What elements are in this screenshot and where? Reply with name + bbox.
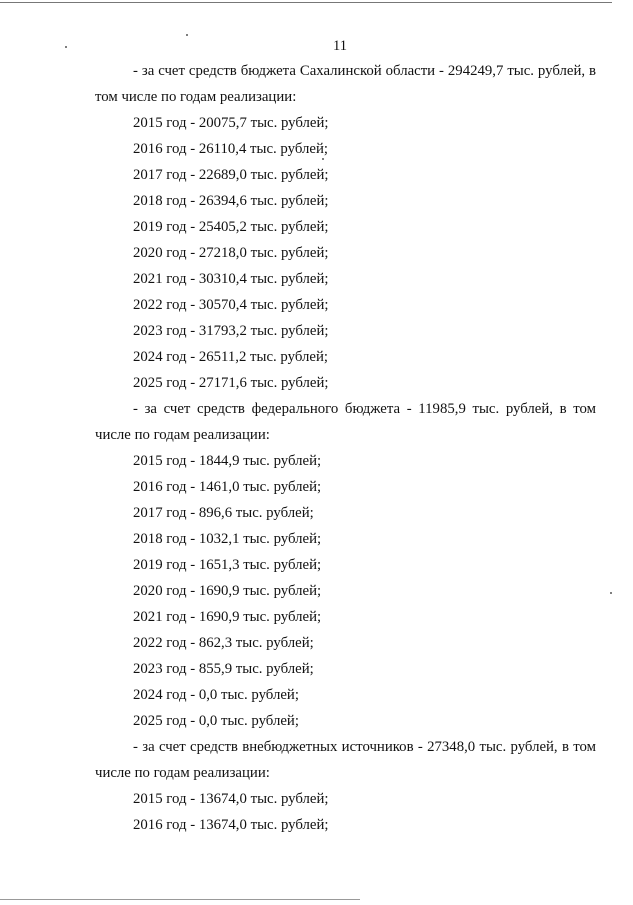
year-entry: 2024 год - 0,0 тыс. рублей;	[133, 687, 299, 703]
year-entry: 2016 год - 13674,0 тыс. рублей;	[133, 817, 329, 833]
funding-paragraph-extrabudgetary: - за счет средств внебюджетных источников - 27348,0 тыс. рублей, в том числе по годам реализации:	[95, 739, 596, 781]
year-entry: 2025 год - 27171,6 тыс. рублей;	[133, 375, 329, 391]
year-entry: 2017 год - 22689,0 тыс. рублей;	[133, 167, 329, 183]
year-entry: 2021 год - 30310,4 тыс. рублей;	[133, 271, 329, 287]
year-entry: 2024 год - 26511,2 тыс. рублей;	[133, 349, 328, 365]
scan-edge-line-bottom	[0, 899, 360, 900]
year-entry: 2022 год - 862,3 тыс. рублей;	[133, 635, 314, 651]
year-list-federal-budget	[95, 448, 596, 734]
year-entry: 2020 год - 27218,0 тыс. рублей;	[133, 245, 329, 261]
year-entry: 2020 год - 1690,9 тыс. рублей;	[133, 583, 322, 599]
scan-speck	[610, 592, 612, 594]
year-entry: 2015 год - 1844,9 тыс. рублей;	[133, 453, 322, 469]
year-entry: 2023 год - 855,9 тыс. рублей;	[133, 661, 314, 677]
year-entry: 2015 год - 20075,7 тыс. рублей;	[133, 115, 329, 131]
document-body	[95, 58, 596, 838]
scan-speck	[186, 34, 188, 36]
year-entry: 2017 год - 896,6 тыс. рублей;	[133, 505, 314, 521]
year-entry: 2022 год - 30570,4 тыс. рублей;	[133, 297, 329, 313]
scan-speck	[65, 46, 67, 48]
year-entry: 2018 год - 26394,6 тыс. рублей;	[133, 193, 329, 209]
year-entry: 2019 год - 1651,3 тыс. рублей;	[133, 557, 322, 573]
year-entry: 2023 год - 31793,2 тыс. рублей;	[133, 323, 329, 339]
year-list-extrabudgetary	[95, 786, 596, 838]
year-list-regional-budget	[95, 110, 596, 396]
year-entry: 2016 год - 1461,0 тыс. рублей;	[133, 479, 322, 495]
page-number: 11	[333, 38, 347, 54]
funding-paragraph-federal-budget: - за счет средств федерального бюджета - 11985,9 тыс. рублей, в том числе по годам реализации:	[95, 401, 596, 443]
year-entry: 2016 год - 26110,4 тыс. рублей;	[133, 141, 328, 157]
scan-speck	[322, 158, 324, 160]
scan-edge-line-top	[0, 2, 612, 3]
funding-paragraph-regional-budget: - за счет средств бюджета Сахалинской области - 294249,7 тыс. рублей, в том числе по годам реализации:	[95, 63, 596, 105]
year-entry: 2018 год - 1032,1 тыс. рублей;	[133, 531, 322, 547]
year-entry: 2025 год - 0,0 тыс. рублей;	[133, 713, 299, 729]
year-entry: 2019 год - 25405,2 тыс. рублей;	[133, 219, 329, 235]
year-entry: 2021 год - 1690,9 тыс. рублей;	[133, 609, 322, 625]
year-entry: 2015 год - 13674,0 тыс. рублей;	[133, 791, 329, 807]
